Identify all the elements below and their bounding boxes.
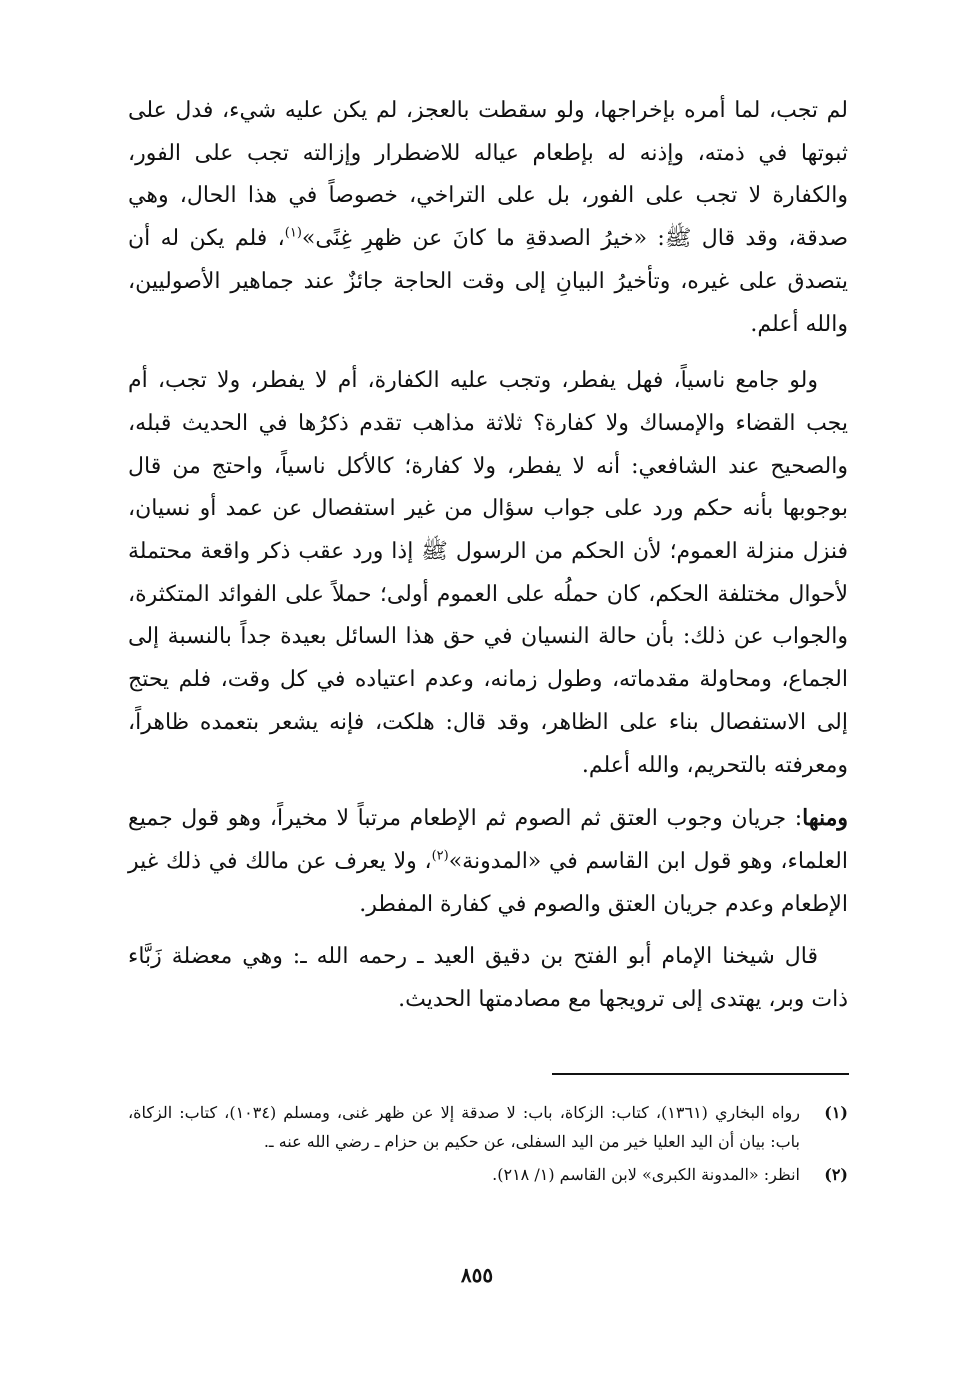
paragraph-3-text: : جريان وجوب العتق ثم الصوم ثم الإطعام مرتباً لا مخيراً، وهو قول جميع العلماء، وهو قول ابن القاسم في «المدونة» xyxy=(128,806,848,874)
footnote-ref-1[interactable]: (١) xyxy=(284,225,302,241)
paragraph-3-lead: ومنها xyxy=(802,805,848,832)
page-number: ٨٥٥ xyxy=(460,1263,494,1287)
main-text xyxy=(128,90,848,1022)
paragraph-2: ولو جامع ناسياً، فهل يفطر، وتجب عليه الكفارة، أم لا يفطر، ولا تجب، أم يجب القضاء والإمساك ولا كفارة؟ ثلاثة مذاهب تقدم ذكرُها في الحديث قبله، والصحيح عند الشافعي: أنه لا يفطر، ولا كفارة؛ كالأكل ناسياً، واحتج من قال بوجوبها بأنه حكم ورد على جواب سؤال من غير استفصال عن عمد أو نسيان، فنزل منزلة العموم؛ لأن الحكم من الرسول ﷺ إذا ورد عقب ذكر واقعة محتملة لأحوال مختلفة الحكم، كان حملُه على العموم أولى؛ حملاً على الفوائد المتكثرة، والجواب عن ذلك: بأن حالة النسيان في حق هذا السائل بعيدة جداً بالنسبة إلى الجماع، ومحاولة مقدماته، وطول زمانه، وعدم اعتياده في كل وقت، فلم يحتج إلى الاستفصال بناء على الظاهر، وقد قال: هلكت، فإنه يشعر بتعمده ظاهراً، ومعرفته بالتحريم، والله أعلم. xyxy=(128,368,848,778)
footnote-ref-2[interactable]: (٢) xyxy=(431,848,449,864)
paragraph-4: قال شيخنا الإمام أبو الفتح بن دقيق العيد ـ رحمه الله ـ: وهي معضلة زَبَّاء ذات وبر، يهتدى إلى ترويجها مع مصادمتها الحديث. xyxy=(128,944,848,1013)
footnote-text: انظر: «المدونة الكبرى» لابن القاسم (١/ ٢١٨). xyxy=(492,1165,800,1184)
footnote-number: (١) xyxy=(824,1103,848,1122)
footnote-2 xyxy=(128,1160,848,1189)
paragraph-1-text: لم تجب، لما أمره بإخراجها، ولو سقطت بالعجز، لم يكن عليه شيء، فدل على ثبوتها في ذمته، وإذنه له بإطعام عياله للاضطرار وإزالته تجب على الفور، والكفارة لا تجب على الفور، بل على التراخي، خصوصاً في هذا الحال، وهي صدقة، وقد قال ﷺ: «خيرُ الصدقةِ ما كانَ عن ظهرِ غِنًى» xyxy=(128,98,849,252)
paragraph-3-text-end: ، ولا يعرف عن مالك في ذلك غير الإطعام وعدم جريان العتق والصوم في كفارة المفطر. xyxy=(128,848,848,917)
footnotes xyxy=(128,1098,848,1193)
paragraph-1 xyxy=(128,90,848,346)
footnote-text: رواه البخاري (١٣٦١)، كتاب: الزكاة، باب: لا صدقة إلا عن ظهر غنى، ومسلم (١٠٣٤)، كتاب: الزكاة، باب: بيان أن اليد العليا خير من اليد السفلى، عن حكيم بن حزام ـ رضي الله عنه ـ. xyxy=(128,1103,800,1151)
paragraph-1-text-end: ، فلم يكن له أن يتصدق على غيره، وتأخيرُ البيانِ إلى وقت الحاجة جائزٌ عند جماهير الأصوليين، والله أعلم. xyxy=(128,226,848,337)
footnote-1 xyxy=(128,1098,848,1156)
paragraph-3 xyxy=(128,797,848,926)
footnote-separator xyxy=(552,1073,849,1075)
footnote-number: (٢) xyxy=(824,1165,848,1184)
